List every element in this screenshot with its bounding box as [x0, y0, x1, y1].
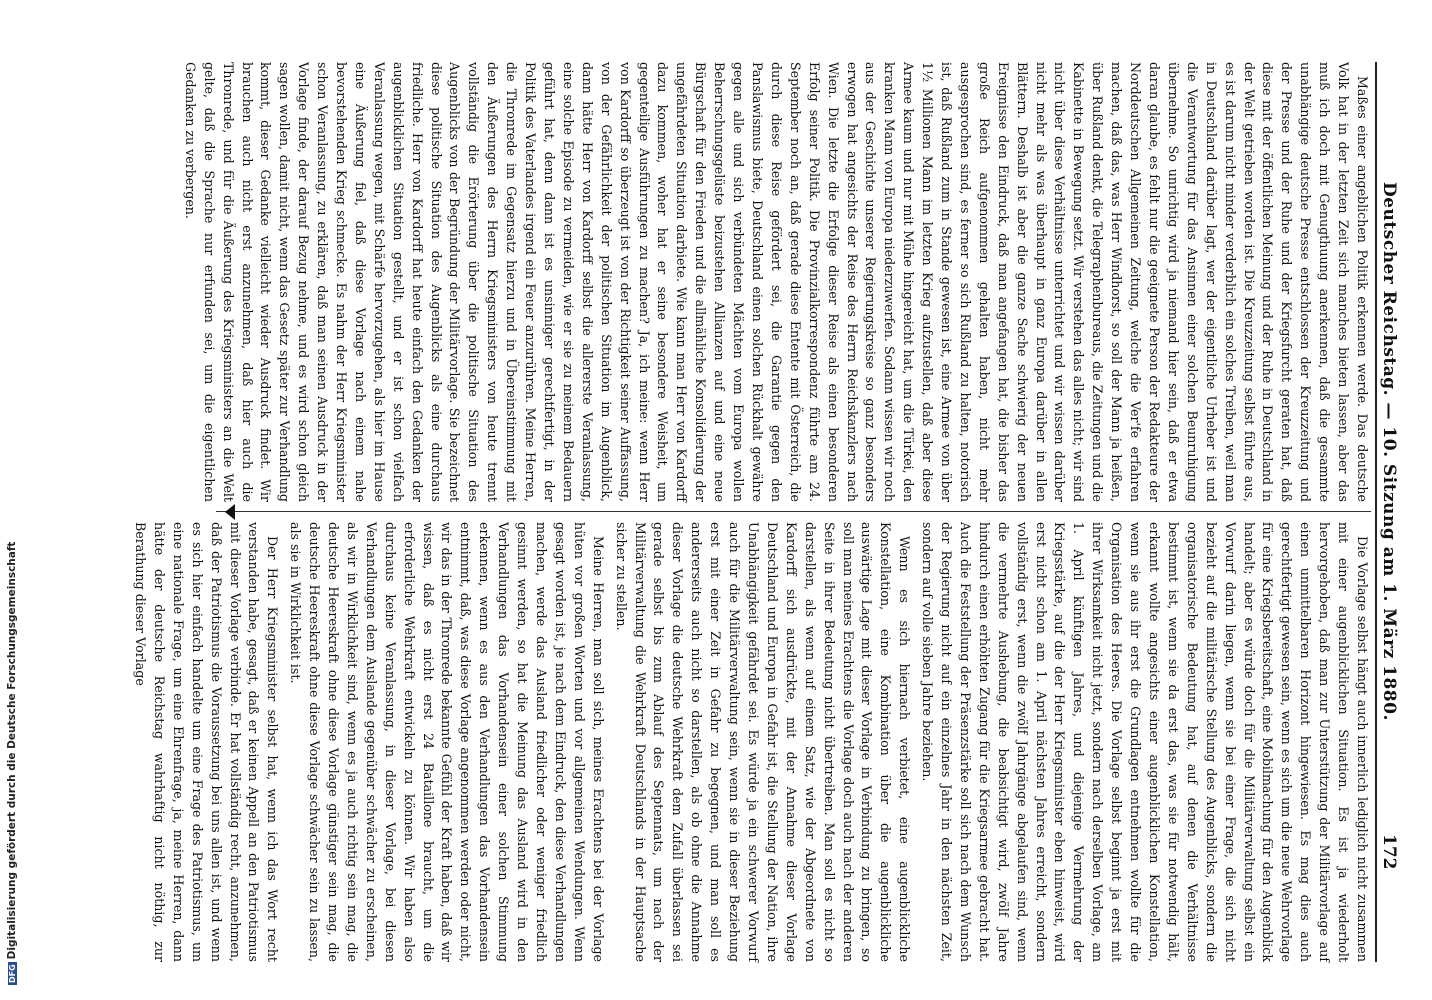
header-rule	[1375, 62, 1377, 962]
paragraph: Meine Herren, man soll sich, meines Erachtens bei der Vorlage hüten vor großen Worten und vor allgemeinen Wendungen. Wenn gesagt worden ist, je nach dem Eindruck, den diese Verhandlungen machen, werde das Ausland friedlicher oder weniger friedlich gesinnt werden, so hat die Meinung das Ausland wird in den Verhandlungen das Vorhandensein einer solchen Stimmung erkennen, wenn es aus den Verhandlungen das Vorhandensein entnimmt, daß, was diese Vorlage angenommen werden oder nicht, wir das in der Thronrede bekannte Gefühl der Kraft haben, daß wir wissen, daß es nicht erst 24 Bataillone braucht, um die erforderliche Wehrkraft entwickeln zu können. Wir haben also durchaus keine Veranlassung, in dieser Vorlage, bei diesen Verhandlungen dem Auslande gegenüber schwächer zu erscheinen, als wir in Wirklichkeit sind, wenn es ja auch richtig sein mag, die deutsche Heereskraft ohne diese Vorlage günstiger sein mag, die deutsche Heereskraft ohne diese Vorlage schwächer sein zu lassen, als sie in Wirklichkeit ist.	[288, 522, 606, 962]
rotated-page-content	[75, 62, 1405, 962]
page-title: Deutscher Reichstag. — 10. Sitzung am 1. März 1880.	[1379, 182, 1399, 721]
attribution-text: Digitalisierung gefördert durch die Deutsche Forschungsgemeinschaft	[6, 541, 18, 960]
page-number: 172	[1379, 834, 1399, 870]
column-divider	[216, 511, 1371, 512]
dfg-logo: DFG	[7, 964, 17, 983]
paragraph: Der Herr Kriegsminister selbst hat, wenn ich das Wort recht verstanden habe, gesagt, daß er keinen Appell an den Patriotismus mit dieser Vorlage verbinde. Er hat vollständig recht, anzunehmen, daß der Patriotismus die Voraussetzung bei uns allen ist, und wenn es sich hier einfach handelte um eine Frage des Patriotismus, um eine nationale Frage, um eine Ehrenfrage, ja, meine Herren, dann hätte der deutsche Reichstag wahrhaftig nicht nöthig, zur Berathung dieser Vorlage	[133, 522, 281, 962]
digitization-credit	[6, 541, 20, 985]
paragraph: Maßes einer angeblichen Politik erkennen werde. Das deutsche Volk hat in der letzten Zeit sich manches bieten lassen, aber das muß ich doch mit Genugthuung anerkennen, daß die gesammte unabhängige deutsche Presse entschlossen der Kreuzzeitung und der Presse und der Ruhe und der Kriegsfurcht geraten hat, daß diese mit der öffentlichen Meinung und der Ruhe in Deutschland in der Welt getrieben worden ist. Die Kreuzzeitung selbst führte aus, es ist darum nicht minder verderblich ein solches Treiben, weil man in Deutschland darüber lagt, wer der eigentliche Urheber ist und die Verantwortung für das Ansinnen einer solchen Beunruhigung übernehme. So unrichtig wird ja niemand hier sein, daß er etwa daran glaube, es fehlt nur die geeignete Person der Redakteure der Norddeutschen Allgemeinen Zeitung, welche die Ver'fe erfahren machen, daß das, was Herr Windhorst, so soll der Mann ja heißen, über Rußland denkt, die Telegraphenbureaus, die Zeitungen und die Kabinette in Bewegung setzt. Wir verstehen das alles nicht; wir sind nicht über diese Verhältnisse unterrichtet und wir wissen darüber nicht mehr als was überhaupt in ganz Europa darüber in allen Blättern. Deshalb ist aber die ganze Sache schwierig der neuen Ereignisse den Eindruck, daß man angefangen hat, die bisher das große Reich aufgenommen gehalten haben, nicht mehr ausgesprochen sind, es ferner so sich Rußland zu halten, notorisch ist, daß Rußland zum in Stande gewesen ist, eine Armee von über 1½ Millionen Mann im letzten Krieg aufzustellen, daß aber diese Armee kaum und nur mit Mühe hingereicht hat, um die Türkei, den kranken Mann von Europa niederzuwerfen. Sodann wissen wir noch aus der Geschichte unserer Regierungskreise so ganz besonders erwogen hat angesichts der Reise des Herrn Reichskanzlers nach Wien. Die letzte die Erfolge dieser Reise als einen besonderen Erfolg seiner Politik. Die Provinzialkorrespondenz führte am 24. September noch an, daß gerade diese Entente mit Österreich, die durch diese Reise gefördert sei, die Garantie gegen den Panslawismus biete, Deutschland einen solchen Rückhalt gewähre gegen alle und sich verbündeten Mächten vom Europa wollen Beherrschungsgelüste beizustehen Allianzen auf und eine neue Bürgschaft für den Frieden und die allmähliche Konsolidierung der ungefährdeten Situation darbiete. Wie kann man Herr von Kardorff dazu kommen, woher hat er seine besondere Weisheit, um gegenteilige Ausführungen zu machen? Ja, ich meine: wenn Herr von Kardorff so überzeugt ist von der Richtigkeit seiner Auffassung, von der Gefährlichkeit der politischen Situation im Augenblick, dann hätte Herr von Kardorff selbst die allererste Veranlassung, eine solche Episode zu vermeiden, wie er sie zu meinem Bedauern geführt hat, denn dann ist es unsinniger gerechtfertigt, in der Politik des Vaterlandes irgend ein Feuer anzurühren. Meine Herren, die Thronrede im Gegensatz hierzu und in Übereinstimmung mit den Äußerungen des Herrn Kriegsministers von heute trennt vollständig die Erörterung über die politische Situation des Augenblicks von der Begründung der Militärvorlage. Sie bezeichnet diese politische Situation des Augenblicks als eine durchaus friedliche. Herr von Kardorff hat heute einfach den Gedanken der augenblicklichen Situation gestellt, und er ist schon vielfach Veranlassung wegen, mit Schärfe hervorzugehen, als hier im Hause eine Äußerung fiel, daß diese Vorlage nach einem nahe bevorstehenden Krieg schmecke. Es nahm der Herr Kriegsminister schon Veranlassung, zu erklären, daß man seinen Ausdruck in der Vorlage finde, der darauf Bezug nehme, und es wird schon gleich sagen wollen, damit nicht, wenn das Gesetz später zur Verhandlung kommt, dieser Gedanke vielleicht wieder Ausdruck findet. Wir brauchen auch nicht erst anzunehmen, daß hier auch die Thronrede, und für die Äußerung des Kriegsministers an die Welt gelte, daß die Sprache nur erfunden sei, um die eigentlichen Gedanken zu verbergen.	[182, 62, 1370, 502]
paragraph: Die Vorlage selbst hängt auch innerlich lediglich nicht zusammen mit einer augenblicklichen Situation. Es ist ja wiederholt hervorgehoben, daß man zur Unterstützung der Militärvorlage auf einen unmittelbaren Horizont hingewiesen. Es mag dies auch gerechtfertigt gewesen sein, wenn es sich um die neue Wehrvorlage für eine Kriegsbereitschaft, eine Mobilmachung für den Augenblick handelt; aber es würde doch für die Militärverwaltung selbst ein Vorwurf darin liegen, wenn sie bei einer Frage, die sich nicht bezieht auf die militärische Stellung des Augenblicks, sondern die organisatorische Bedeutung hat, auf denen die Verhältnisse bestimmt ist, wenn sie da erst das, was sie für notwendig hält, erkannt wollte angesichts einer augenblicklichen Konstellation, wenn sie aus ihr erst die Grundlagen entnehmen wollte für die Organisation des Heeres. Die Vorlage selbst beginnt ja erst mit ihrer Wirksamkeit nicht jetzt, sondern nach derselben Vorlage, am 1. April künftigen Jahres, und diejenige Vermehrung der Kriegsstärke, auf die der Herr Kriegsminister eben hinweist, wird erst nicht schon am 1. April nächsten Jahres erreicht, sondern vollständig erst, wenn die zwölf Jahrgänge abgelaufen sind, wenn die vermehrte Aushebung, die beabsichtigt wird, zwölf Jahre hindurch einen erhöhten Zugang für die Kriegsarmee gebracht hat. Auch die Feststellung der Präsenzstärke soll sich nach dem Wunsch der Regierung nicht auf ein einzelnes Jahr in den nächsten Zeit, sondern auf volle sieben Jahre beziehen.	[920, 522, 1370, 962]
right-column	[133, 522, 1371, 962]
paragraph: Wenn es sich hiernach verbietet, eine augenblickliche Konstellation, eine Kombination über die augenblickliche auswärtige Lage mit dieser Vorlage in Verbindung zu bringen, so soll man meines Erachtens die Vorlage doch auch nach der anderen Seite in ihrer Bedeutung nicht übertreiben. Man soll es nicht so darstellen, als wenn auf einem Satz, wie der Abgeordnete von Kardorff sich ausdrückte, mit der Annahme dieser Vorlage Deutschland und Europa in Gefahr ist, die Stellung der Nation, ihre Unabhängigkeit gefährdet sei. Es würde ja ein schwerer Vorwurf auch für die Militärverwaltung sein, wenn sie in dieser Beziehung erst mit einer Zeit in Gefahr zu begegnen, und man soll es andererseits auch nicht so darstellen, als ob ohne die Annahme dieser Vorlage die deutsche Wehrkraft dem Zufall überlassen sei gerade selbst bis zum Ablauf des Septennats, um nach der Militärverwaltung die Wehrkraft Deutschlands in der Hauptsache sicher zu stellen.	[613, 522, 913, 962]
left-column	[182, 62, 1371, 502]
running-header	[1375, 62, 1405, 962]
divider-arrow-marker	[225, 504, 235, 520]
